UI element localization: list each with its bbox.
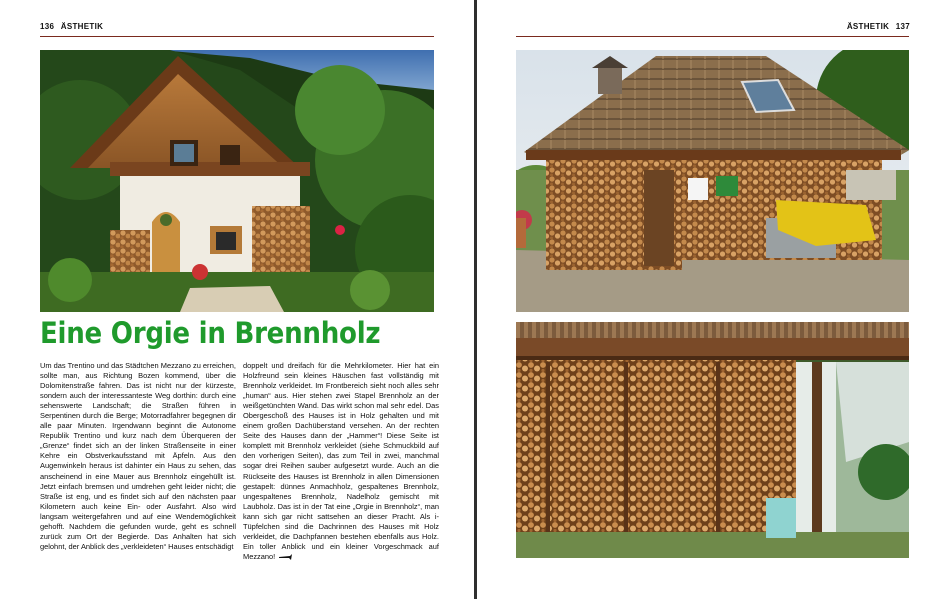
house-side-photo <box>516 50 909 312</box>
article-end-mark-icon <box>279 554 292 560</box>
right-header-rule <box>516 36 909 37</box>
house-front-photo <box>40 50 434 312</box>
left-header-rule <box>40 36 434 37</box>
left-running-header <box>40 22 103 31</box>
column-2-text: doppelt und dreifach für die Mehrkilometer. Hier hat ein Holzfreund sein kleines Häuschen fast vollständig mit Brennholz verkleidet. Im Frontbereich sieht noch alles sehr „human“ aus. Hier stehen zwei Stapel Brennholz an der weißgetünchten Wand. Das wirkt schon mal sehr edel. Das Obergeschoß des Hauses ist in Holz gehalten und mit einem großen Dachüberstand versehen. An der rechten Seite des Hauses dann der „Hammer“! Diese Seite ist komplett mit Brennholz verkleidet (siehe Schmuckbild auf den vorherigen Seiten), das zum Teil in zwei, manchmal sogar drei Reihen sauber aufgesetzt wurde. Auch an die Rückseite des Hauses ist Brennholz in allen Dimensionen gestapelt: dünnes Anmachholz, gespaltenes Brennholz, ungespaltenes Brennholz, Nadelholz gemischt mit Laubholz. Das ist in der Tat eine „Orgie in Brennholz“, man kann sich gar nicht sattsehen an dieser Pracht. Als i-Tüpfelchen sind die Dachrinnen des Hauses mit Holz verkleidet, die Dachpfannen bestehen ebenfalls aus Holz. Ein toller Anblick und ein kleiner Vorgeschmack auf Mezzano! <box>243 361 439 561</box>
woodpile-wall-photo <box>516 322 909 558</box>
left-page-number: 136 <box>40 22 55 31</box>
left-section-label: ÄSTHETIK <box>60 22 104 31</box>
text-column-1 <box>40 361 236 552</box>
right-page <box>477 0 950 599</box>
right-section-label: ÄSTHETIK <box>846 22 890 31</box>
column-1-text: Um das Trentino und das Städtchen Mezzano zu erreichen, sollte man, aus Richtung Bozen kommend, über die Dolomitenstraße fahren. Das ist nicht nur der kürzeste, sondern auch der interessanteste Weg dorthin: durch eine sehenswerte Landschaft; die Straßen führen in Serpentinen durch die Berge; Motorradfahrer begegnen dir alle paar Minuten. Irgendwann beginnt die Autonome Republik Trentino und kurz nach dem Überqueren der „Grenze“ findet sich an der linken Straßenseite in einer Kehre ein Obstverkaufsstand mit Äpfeln. Aus den Augenwinkeln heraus ist dahinter ein Haus zu sehen, das anscheinend in eine Mauer aus Brennholz eingehüllt ist. Jetzt einfach bremsen und umdrehen geht leider nicht; die Straße ist eng, und es findet sich auf den nächsten paar Kilometern auch keine Ein- oder Ausfahrt. Also wird langsam weitergefahren und auf eine Wendemöglichkeit gehofft. Nachdem die gefunden wurde, geht es schnell zurück zum Ort der Begierde. Das Anhalten hat sich gelohnt, der Anblick des „verkleideten“ Hauses entschädigt <box>40 361 236 551</box>
article-title: Eine Orgie in Brennholz <box>40 316 381 350</box>
left-page <box>0 0 474 599</box>
right-page-number: 137 <box>895 22 910 31</box>
text-column-2 <box>243 361 439 562</box>
right-running-header <box>847 22 910 31</box>
